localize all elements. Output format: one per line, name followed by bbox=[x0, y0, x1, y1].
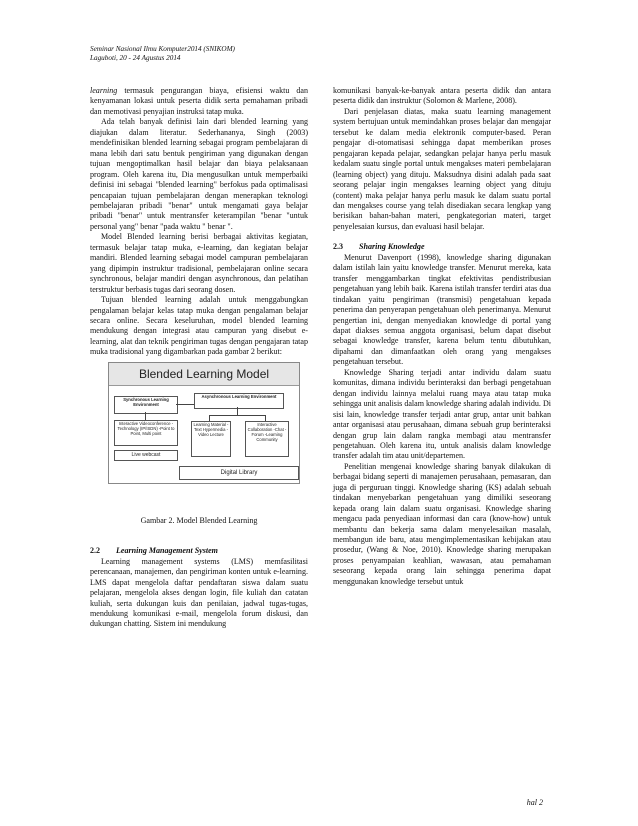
header-location-date: Laguboti, 20 - 24 Agustus 2014 bbox=[90, 54, 181, 62]
left-paragraph-4: Tujuan blended learning adalah untuk menggabungkan pengalaman belajar kelas tatap muka dengan pengalaman belajar secara online. Secara keseluruhan, model blended learning mendukung dengan integrasi atau campuran yang disebut e-learning, alat dan teknik pengiriman tugas dengan pengajaran tatap muka tradisional yang digambarkan pada gambar 2 berikut: bbox=[90, 295, 308, 357]
connector-line bbox=[145, 412, 146, 420]
interactive-collaboration-box: Interactive Collaboration -Chat -Forum -Learning Community bbox=[245, 421, 289, 457]
connector-line bbox=[209, 415, 266, 416]
live-webcast-box: Live webcast bbox=[114, 450, 178, 461]
right-paragraph-2: Dari penjelasan diatas, maka suatu learning management system bertujuan untuk memindahkan proses belajar dan mengajar tersebut ke dalam media elektronik computer-based. Peran pengajar di-otomatisasi sehingga dapat memberikan proses pengajaran kepada pelajar, sedangkan pelajar hanya perlu masuk kedalam suatu single portal untuk mengakses materi pembelajaran (learning object) yang dituju. Maksudnya disini adalah pada saat seorang pelajar ingin mengakses learning object yang dituju (content) maka pelajar hanya perlu masuk ke dalam suatu portal dan mengakses course yang telah disediakan secara lengkap yang berisikan bahan-bahan materi, pengkategorian materi, target penyelesaian kursus, dan evaluasi hasil belajar. bbox=[333, 106, 551, 231]
interactive-videoconference-box: Interactive Videoconference -Technology (IP/ISDN) -Point to Point, Multi point bbox=[114, 420, 178, 446]
digital-library-box: Digital Library bbox=[179, 466, 299, 480]
async-environment-box: Asynchronous Learning Environment bbox=[194, 393, 284, 409]
left-paragraph-1 bbox=[90, 86, 308, 117]
header-conference: Seminar Nasional Ilmu Komputer2014 (SNIKOM) bbox=[90, 45, 235, 53]
right-paragraph-5: Penelitian mengenai knowledge sharing banyak dilakukan di berbagai bidang seperti di manajemen perusahaan, pemasaran, dan juga di perguruan tinggi. Knowledge sharing (KS) adalah sebuah tindakan menyebarkan pengetahuan yang dimiliki seseorang kepada orang lain dalam suatu organisasi. Knowledge sharing mengacu pada penyediaan informasi dan cara (know-how) untuk membantu dan bekerja sama dalam menyelesaikan masalah, membangun ide baru, atau mengimplementasikan kebijakan atau prosedur, (Wang & Noe, 2010). Knowledge sharing merupakan proses penyampaian keahlian, wawasan, atau pemahaman seseorang kepada orang lain sehingga penerima dapat menggunakan knowledge tersebut untuk bbox=[333, 461, 551, 586]
connector-line bbox=[237, 407, 238, 415]
left-paragraph-3: Model Blended learning berisi berbagai aktivitas kegiatan, termasuk belajar tatap muka, e-learning, dan kegiatan belajar mandiri. Blended learning sebagai model campuran pembelajaran yang dipimpin instruktur tradisional, pembelajaran online secara synchronous, belajar mandiri dengan asynchronous, dan pelatihan terstruktur berbasis tugas dari seorang dosen. bbox=[90, 232, 308, 294]
section-number: 2.3 bbox=[333, 242, 344, 252]
learning-material-box: Learning Material -Text Hypermedia -Video Lecture bbox=[191, 421, 231, 457]
right-paragraph-1: komunikasi banyak-ke-banyak antara peserta didik dan antara peserta didik dan instruktur (Solomon & Marlene, 2008). bbox=[333, 86, 551, 106]
connector-line bbox=[176, 404, 194, 405]
left-paragraph-1-text: termasuk pengurangan biaya, efisiensi waktu dan kenyamanan lokasi untuk peserta didik serta pemahaman pribadi dan memotivasi penyajian instruksi tatap muka. bbox=[90, 86, 309, 116]
section-number: 2.2 bbox=[90, 546, 101, 556]
left-paragraph-5: Learning management systems (LMS) memfasilitasi perencanaan, manajemen, dan pengiriman konten untuk e-learning. LMS dapat mengelola daftar pendaftaran siswa dalam suatu pelajaran, mengelola akses dengan login, file kuliah dan catatan kuliah, serta dukungan kuis dan penilaian, jadwal tugas-tugas, mendukung komunikasi e-mail, mengelola forum diskusi, dan dukungan chatting. Sistem ini mendukung bbox=[90, 556, 308, 629]
section-title: Sharing Knowledge bbox=[359, 242, 425, 252]
page-number: hal 2 bbox=[526, 798, 543, 807]
right-column bbox=[333, 86, 551, 587]
right-paragraph-3: Menurut Davenport (1998), knowledge sharing digunakan dalam istilah lain yaitu knowledge transfer. Menurut mereka, kata transfer menggambarkan tingkat efektivitas pendistribusian pengetahuan yang lebih baik. Karena istilah transfer terdiri atas dua tindakan yaitu pengiriman (transmisi) pengetahuan kepada penerima dan penyerapan pengetahuan oleh penerimanya. Menurut pengertian ini, dengan menyediakan knowledge di portal yang dapat diakses semua anggota organisasi, belum dapat disebut sebagai knowledge transfer, karena belum tentu dibutuhkan, dipahami dan dimanfaatkan oleh orang yang mengakses pengetahuan tersebut. bbox=[333, 252, 551, 367]
figure-caption: Gambar 2. Model Blended Learning bbox=[140, 515, 258, 525]
section-heading-2-2 bbox=[90, 546, 308, 556]
section-title: Learning Management System bbox=[116, 546, 218, 556]
running-header bbox=[90, 45, 235, 63]
paragraph-lead-word: learning bbox=[90, 86, 118, 95]
left-paragraph-2: Ada telah banyak definisi lain dari blended learning yang diajukan dalam literatur. Sederhananya, Singh (2003) mendefinisikan blended learning sebagai program pembelajaran di mana lebih dari satu bentuk pengiriman yang digunakan dengan tujuan mengoptimalkan hasil belajar dan biaya pelaksanaan program. Oleh karena itu, Dia mengusulkan untuk memperbaiki definisi ini sebagai "blended learning" berfokus pada optimalisasi pencapaian tujuan pembelajaran dengan menerapkan teknologi pembelajaran pribadi "benar" untuk mengamati gaya belajar pribadi "benar" untuk mentransfer keterampilan "benar "untuk personal yang" benar "pada waktu " benar ". bbox=[90, 117, 308, 231]
blended-learning-diagram bbox=[108, 362, 300, 484]
sync-environment-box: Synchronous Learning Environment bbox=[114, 396, 178, 414]
right-paragraph-4: Knowledge Sharing terjadi antar individu dalam suatu komunitas, dimana individu berinteraksi dan berbagi pengetahuan dengan individu lainnya melalui ruang maya atau tatap muka sehingga unit analisis dalam knowledge sharing adalah individu. Di sisi lain, knowledge transfer terjadi antar grup, antar unit bahkan antar organisasi atau perusahaan, dimana sebuah grup berinteraksi dengan grup lain dalam rangka membagi atau mentransfer pengetahuan. Oleh karena itu, untuk analisis dalam knowledge transfer adalah tim atau unit/departemen. bbox=[333, 367, 551, 461]
section-heading-2-3 bbox=[333, 242, 551, 252]
diagram-title: Blended Learning Model bbox=[109, 363, 299, 386]
left-column bbox=[90, 86, 308, 630]
